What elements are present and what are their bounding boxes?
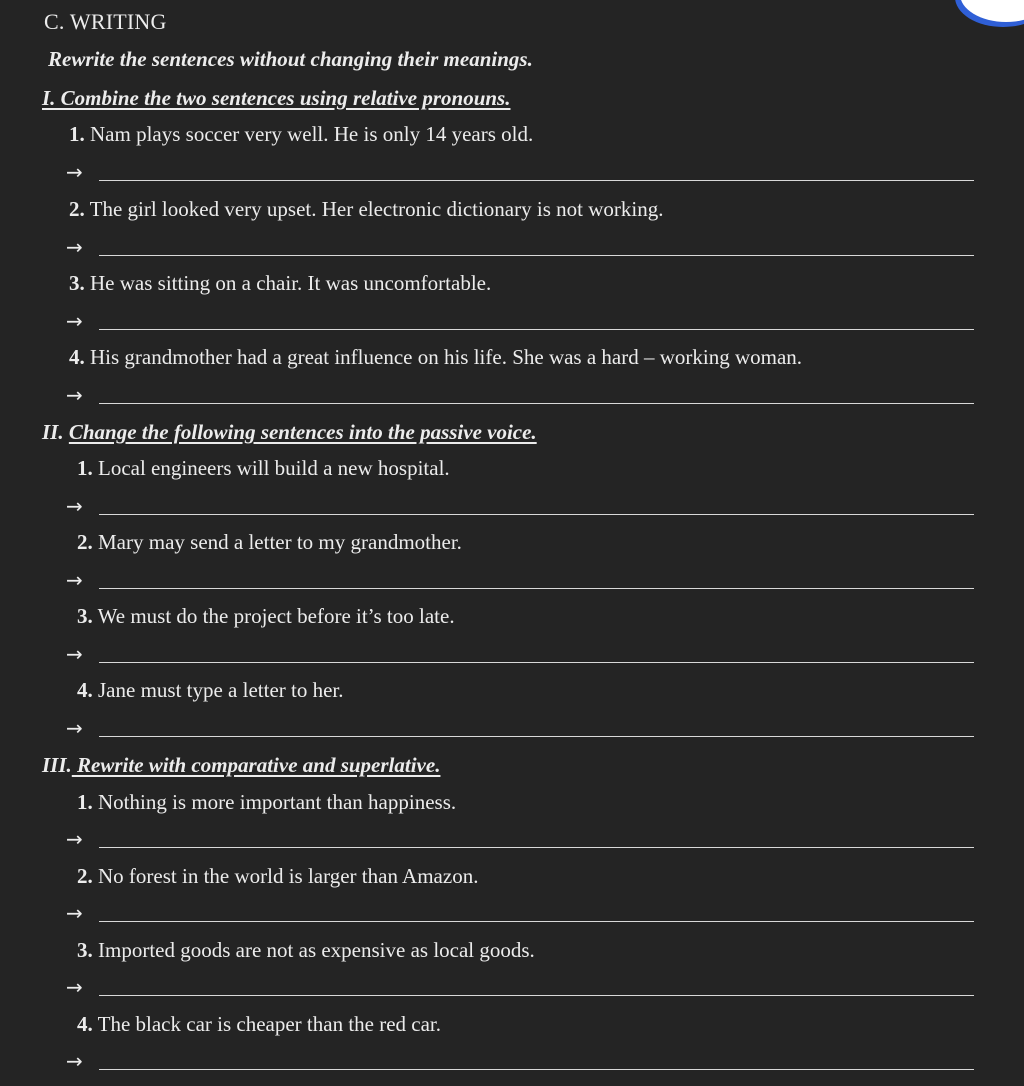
exercise-item: 4. The black car is cheaper than the red car. <box>77 1012 442 1036</box>
answer-blank[interactable] <box>99 921 974 922</box>
arrow-icon: → <box>66 975 83 999</box>
answer-row[interactable] <box>66 307 974 335</box>
exercise-item: 3. He was sitting on a chair. It was uncomfortable. <box>69 271 492 295</box>
arrow-icon: → <box>66 568 83 592</box>
answer-row[interactable] <box>66 825 974 853</box>
answer-blank[interactable] <box>99 329 974 330</box>
answer-blank[interactable] <box>99 1069 974 1070</box>
exercise-item: 1. Nam plays soccer very well. He is only 14 years old. <box>69 122 534 146</box>
exercise-item: 1. Nothing is more important than happiness. <box>77 790 457 814</box>
answer-blank[interactable] <box>99 736 974 737</box>
answer-blank[interactable] <box>99 588 974 589</box>
exercise-item: 2. Mary may send a letter to my grandmother. <box>77 530 462 554</box>
instruction-text: Rewrite the sentences without changing their meanings. <box>48 47 533 71</box>
answer-row[interactable] <box>66 640 974 668</box>
arrow-icon: → <box>66 160 83 184</box>
answer-blank[interactable] <box>99 995 974 996</box>
corner-overlay-shape <box>960 0 1024 22</box>
arrow-icon: → <box>66 383 83 407</box>
section-title-1: I. Combine the two sentences using relative pronouns. <box>42 86 511 110</box>
exercise-item: 4. His grandmother had a great influence on his life. She was a hard – working woman. <box>69 345 803 369</box>
arrow-icon: → <box>66 716 83 740</box>
answer-row[interactable] <box>66 973 974 1001</box>
section-heading: C. WRITING <box>44 9 167 34</box>
answer-row[interactable] <box>66 1047 974 1075</box>
answer-blank[interactable] <box>99 847 974 848</box>
answer-row[interactable] <box>66 381 974 409</box>
answer-blank[interactable] <box>99 514 974 515</box>
exercise-item: 4. Jane must type a letter to her. <box>77 678 344 702</box>
arrow-icon: → <box>66 901 83 925</box>
answer-row[interactable] <box>66 158 974 186</box>
arrow-icon: → <box>66 235 83 259</box>
arrow-icon: → <box>66 642 83 666</box>
answer-row[interactable] <box>66 492 974 520</box>
answer-row[interactable] <box>66 233 974 261</box>
exercise-item: 2. The girl looked very upset. Her electronic dictionary is not working. <box>69 197 664 221</box>
section-title-3: III. Rewrite with comparative and superlative. <box>42 753 441 777</box>
answer-row[interactable] <box>66 566 974 594</box>
answer-blank[interactable] <box>99 662 974 663</box>
answer-row[interactable] <box>66 714 974 742</box>
exercise-item: 1. Local engineers will build a new hospital. <box>77 456 450 480</box>
arrow-icon: → <box>66 827 83 851</box>
answer-blank[interactable] <box>99 403 974 404</box>
answer-row[interactable] <box>66 899 974 927</box>
arrow-icon: → <box>66 494 83 518</box>
arrow-icon: → <box>66 309 83 333</box>
section-title-2: II. Change the following sentences into the passive voice. <box>42 420 537 444</box>
answer-blank[interactable] <box>99 255 974 256</box>
exercise-item: 3. Imported goods are not as expensive as local goods. <box>77 938 535 962</box>
answer-blank[interactable] <box>99 180 974 181</box>
exercise-item: 2. No forest in the world is larger than Amazon. <box>77 864 479 888</box>
exercise-item: 3. We must do the project before it’s too late. <box>77 604 455 628</box>
arrow-icon: → <box>66 1049 83 1073</box>
